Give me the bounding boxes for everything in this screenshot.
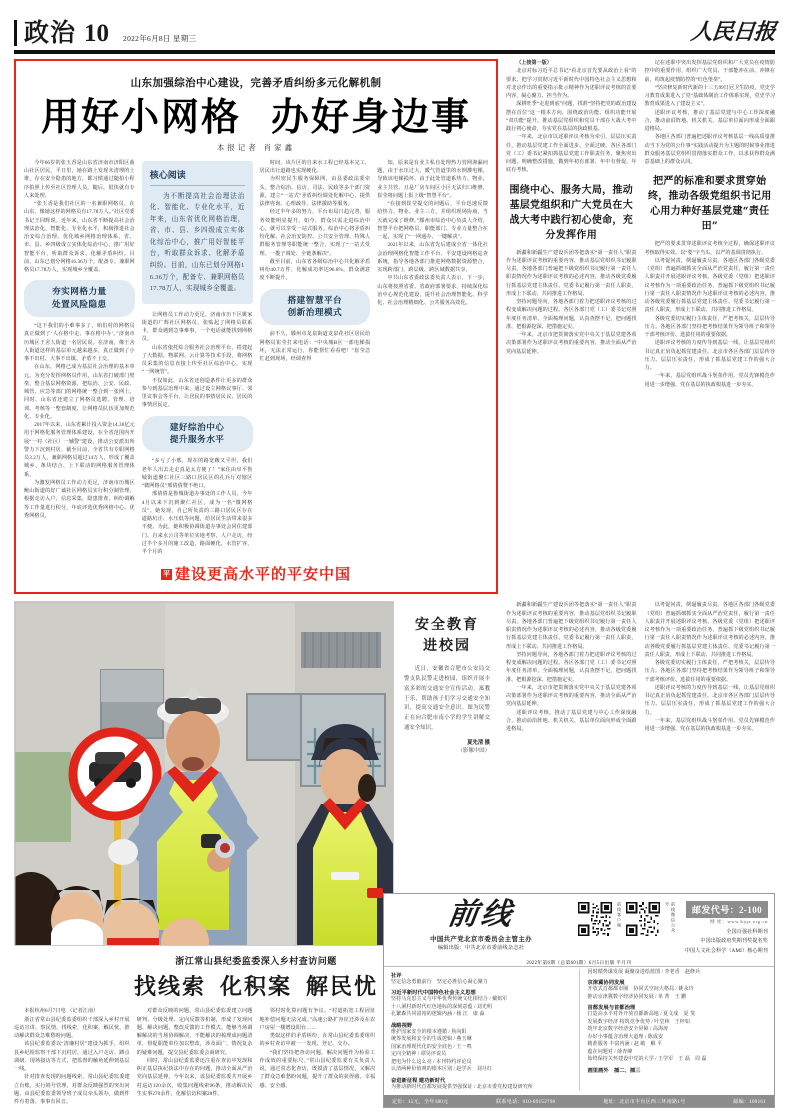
toc-item: 开放式首都都市圈 协同式空间大格局 / 姚永玲 — [587, 987, 694, 992]
caption-title-line-2: 进校园 — [423, 638, 471, 655]
paragraph: 2017年以来，山东省累计投入资金14.36亿元用于网格化服务管理体系建设，在全省范围内开展“一村（社区）一辅警”建设，推动公安派出所警力下沉到村居。截至目前，全省共有专职网格员3.2万人，兼职网格员超过14万人，形成了覆盖城乡、条块结合、上下联动的网格服务管理体系。 — [24, 422, 135, 478]
paragraph: 对群众反映的问题，常山县纪委监委建立问题研判、分级处理、定向反馈等机制，形成了发现问题、解决问题、整改反馈的工作模式。能够当场调解解决的当场协调解决，不能解决的梳理成问题清单，督促职能单位加以整改，涉及面广、情况复杂的疑难问题，提交县纪委监委会商研究。 — [136, 1008, 253, 1056]
ad-award: 中国人文社会科学（AMI）核心期刊 — [684, 948, 768, 954]
bottom-headline-part-2: 化积案 — [219, 974, 292, 1001]
paragraph: 深耕旺季“走进到底”问题，找准“坚持把党的政治建设摆在首位”这一根本方向，围绕政治功能、组织功能开展“双功能”提升，推动基层党组织和党员干部在大战大考中践行初心使命，夯实党在基层的执政根基。 — [506, 101, 637, 132]
right-jump-column-2 — [645, 59, 776, 389]
core-reading-divider — [150, 185, 245, 186]
ad-zipcode: 邮编：100161 — [733, 1099, 766, 1105]
paragraph: 述职评议考核，推动了基层党建与中心工作深度融合，推动前沿阵地、机关机关、基层单位面向形成全面跟进格局。 — [506, 709, 637, 733]
subhead-line-2: 提升服务水平 — [169, 435, 225, 446]
paragraph: 述职评议考核，推动了基层党建与中心工作深度融合，推动前沿阵地、机关机关、基层单位面向形成全面跟进格局。 — [644, 109, 775, 132]
bottom-column-2 — [137, 1007, 253, 1106]
paragraph: 北京对标习近平总书记“看北京首先要从政治上看”的要求，把学习贯彻习近平新时代中国特色社会主义思想和对北京作出的重要指示批示精神作为述职评议考核的首要内容，凝心聚力、担当作为。 — [506, 68, 637, 99]
ad-award: 全国百强社科期刊 — [726, 929, 768, 935]
bottom-column-3 — [260, 1007, 376, 1106]
jump-note: （上接第一版） — [516, 60, 552, 66]
masthead-rule — [14, 50, 775, 53]
paragraph: “我们坚持把查访问题、解决问题作为检验工作成效的重要标尺。”常山县纪委监委有关负责人说，通过常态化查访，既摸清了基层情况，又解决了群众急难愁盼问题，提升了群众的获得感、幸福感、安全感。 — [259, 1049, 376, 1089]
paragraph: “在接到崔莹提交的问题后，平台迅速反馈给热力、物业、业主三方，并组织现场协商，当天就完成了维修。”滕州市综治中心负责人介绍，智慧平台把网格员、职能部门、专业力量整合在一起，实现了“一网通办、一键解决”。 — [377, 201, 488, 241]
photo-illustration — [15, 602, 394, 946]
toc-item: 认清两种价值观的根本区别 / 赵学兵 刘月红 — [391, 1067, 493, 1072]
bottom-headline-part-3: 解民忧 — [306, 974, 379, 1001]
right-subhead-2: 把严的标准和要求贯穿始终，推动各级党组织书记用心用力种好基层党建“责任田” — [647, 176, 772, 233]
toc-item: 把电为什么这么亮 / 本刊特约评论员 — [391, 1059, 472, 1065]
toc-item: 十八洞村新时代红色地标的深刻意蕴 / 刘光明 — [391, 1004, 493, 1010]
paragraph: 前不久，滕州市龙泉街道龙泉花社区居民给网格员崔莹打来电话：“中央城B区一部电梯损坏，无法正常运行，你能帮忙看看吧！”崔莹急忙赶到现场，经调查得 — [259, 331, 371, 363]
ad-phone: 联系电话：010-89152790 — [496, 1099, 556, 1105]
core-reading-text: 为不断提高社会治理法治化、智能化、专业化水平，近年来，山东省优化网格治理，省、市、县、乡四级成立实体化综治中心，推广用好智能平台，听取群众诉求、化解矛盾纠纷。目前，山东已划分网格16.36万个，配备专、兼职网格员17.78万人，实现城乡全覆盖。 — [149, 192, 245, 293]
paper-logo: 人民日报 — [689, 19, 777, 45]
toc-item: 打造高水平对外开放首都新高地 / 夏文成 夏 斐 — [587, 1012, 696, 1017]
toc-item: 推动京津冀数字经济协同发展 / 单 菁 王 鹏 — [587, 994, 687, 1000]
paragraph: 一年来，北京市以述职评议考核为牵引，层层压实责任，推动基层党建工作全面进步、全面过硬。各区各部门党（工）委书记紧扣抓基层党建工作职责任务，聚焦突出问题，明确整改措施，做到年初有部署、年中有督促、年底有考核。 — [506, 134, 637, 174]
paragraph: 记在述职中突出发挥基层党组织和广大党员在疫情防控中的重要作用，组织广大党员、干部能冲在前、冲锋在前，构筑起疫情防控的“红色堡垒”。 — [644, 60, 775, 83]
ad-price: 定价：15元，全年180元 — [392, 1099, 449, 1105]
campaign-logo-icon: 平 — [162, 570, 170, 579]
qr-label-wechat: 前线微信公众号 — [665, 902, 676, 934]
lower-right-column-2 — [645, 601, 776, 733]
qr-code-app-icon[interactable] — [578, 902, 612, 936]
toc-section: 首都发展与首都治理 — [587, 1005, 636, 1011]
paragraph: 一年来，基层党组织战斗堡垒作用、党员先锋模范作用进一步增强，党在基层的执政根基进一步夯实。 — [644, 717, 775, 733]
ad-awards-list — [682, 928, 768, 954]
caption-title-line-1: 安全教育 — [415, 617, 479, 634]
toc-item: 因时循势谋发展 凝聚奋进绘蓝图 / 李老香 赵修兵 — [587, 969, 701, 975]
lead-column-2 — [142, 159, 253, 557]
subhead-pill-2 — [142, 416, 253, 453]
right-jump-article — [498, 59, 775, 594]
toc-section: 奋进新征程 建功新时代 — [391, 1077, 446, 1084]
qr-code-wechat-icon[interactable] — [626, 902, 660, 936]
paragraph: 新疆和新疆生产建设兵团等把落实“第一责任人”职责作为述职评议考核的重要内容，推动基层党组织书记履职尽责。各地各部门普遍把下级党组织书记履行第一责任人职责情况作为述职评议考核的必述内容，推动各级党委履行抓基层党建主体责任、党委书记履行第一责任人职责，形成上下联动、共同推进工作格局。 — [506, 602, 637, 650]
toc-section: 画里画外 插二、插三 — [587, 1067, 641, 1074]
headline-part-1: 用好小网格 — [40, 94, 241, 139]
toc-item: 坚定信念勇毅前行 坚定必胜信心凝心聚力 — [391, 979, 488, 985]
lead-byline: 本报记者 肖家鑫 — [216, 142, 296, 152]
ad-meta — [682, 900, 768, 954]
paragraph: 知，原来是有业主私自处理热力管网渗漏问题，由于水压过大，暖气管道里的水倒灌电梯，导致该电梯损坏。由于此处管道系热力、物业、业主共管，且是厂房车间区小区无法归口维修，崔莹将问题上报上级“智慧平台”。 — [377, 159, 488, 199]
paragraph: 邻村时化算问题有争议。“村道拓宽工程因征地补偿问题无法完成。”高速公路扩容征迁涉及在农户房屋一楼增设阳台…… — [259, 1008, 376, 1031]
paragraph: 在山东，网格已成为基层社会治理的基本单元。为充分发挥网格员作用，山东省打破部门壁垒，整合基层网格资源，把综治、公安、民政、城管、应急等部门的网格统一整合到一张网上。同时，山东省还建立了网格员选聘、管理、培训、考核等一整套制度，让网格员队伍更加规范化、专业化。 — [24, 364, 135, 420]
lead-article-redbox — [14, 59, 498, 594]
paragraph: 山东省依托综合服务社会治理平台，搭建起了大数据、物联网、云计算等技术手段，将网格员采集的信息直接上传至社区综治中心，实现“一网统管”。 — [141, 344, 253, 376]
ad-table-of-contents — [384, 967, 774, 1096]
paragraph: 经过半年多的努力，平台布局日趋完善，服务效能明显提升。如今，群众只需走进综治中心，就可以享受一站式服务。综治中心将矛盾纠纷化解、社会治安防控、公共安全管理、特殊人群服务管理等职能统一整合，实现了“一站式受理、一揽子调处、全链条解决”。 — [259, 209, 371, 257]
paragraph: 各级党委切实履行主体责任，严把考核关，层层传导压力。各地区各部门坚持把考核结果作为领导班子和领导干部考核评价、选拔任用的重要依据。 — [644, 660, 775, 683]
right-subhead-1: 围绕中心、服务大局，推动基层党组织和广大党员在大战大考中践行初心使命，充分发挥作用 — [509, 184, 634, 241]
paragraph: “坚决修复新时代新的十三五99日冠卫生防疫，党史学习教育成果进入了党“基础体制治工作体系实现，党史学习教育成果进入了建设主义”。 — [644, 84, 775, 108]
toc-section: 社评 — [391, 972, 402, 979]
page-masthead — [14, 0, 775, 46]
paragraph: “这下我们的小难事多了，咱们村的网格员真正做到了‘人在格中走、事在格中办’。”济南市历城区王舍人街道一名居民说。在济南，像王舍人街道这样的基层单元越来越多，真正做到了小事不出村、大事不出镇、矛盾不上交。 — [24, 323, 135, 363]
bottom-dateline: 本报杭州6月7日电 （记者江南） — [24, 1008, 99, 1015]
right-jump-columns — [506, 59, 775, 389]
paragraph: 中共山东省委政法委负责人表示，下一步，山东将按照省委、省政府部署要求，持续深化综治中心规范化建设，提升社会治理智能化、科学化、社会治理精细化、公共服务高效化。 — [377, 275, 488, 307]
lower-right-columns — [506, 601, 775, 733]
subhead-line-1: 夯实网格力量 — [52, 287, 107, 298]
paragraph: 述职评议考核的力度传导到基层一线，让基层党组织书记真正肩负起抓党建责任。北京市各区各部门层层传导压力、层层压实责任，形成了抓基层党建工作的强大合力。 — [644, 684, 775, 716]
toc-section: 习近平新时代中国特色社会主义思想 — [391, 990, 476, 996]
ad-toc-column-left — [391, 969, 571, 1092]
ad-issue-info: 2022年第6期（总第601期）6月5日出版 半月刊 — [526, 960, 632, 966]
paragraph: 为织密民生服务保障网，由县委政法委牵头，整合综治、信访、司法、民政等多个部门资源，建立“一站式”矛盾纠纷调处化解中心，提供法律咨询、心理疏导、法律援助等服务。 — [259, 176, 371, 208]
bottom-headline-part-1: 找线索 — [133, 974, 206, 1001]
campaign-banner-text: 建设更高水平的平安中国 — [174, 565, 351, 584]
subhead-pill-3 — [260, 289, 371, 326]
ad-postal-code-badge: 邮发代号：2-100 — [686, 901, 768, 918]
section-title: 政治 — [24, 18, 77, 47]
lead-article-block — [14, 59, 498, 594]
subhead-line-2: 处置风险隐患 — [52, 299, 107, 310]
headline-part-2: 办好身边事 — [271, 94, 472, 139]
paragraph: 时间，该片区的自来水工程已经基本完工，居民出行道路也实现硬化。 — [259, 159, 371, 175]
subhead-line-1: 搭建智慧平台 — [287, 295, 343, 306]
masthead-left — [14, 20, 196, 46]
toc-item: 国家治理现代化的安全底色 / 王一鸣 — [391, 1044, 472, 1050]
publication-date: 2022年6月8日 星期三 — [123, 34, 197, 43]
paragraph: 各地区各部门普遍把述职评议考核基层一线高质量推动当下为党的公仆事“实践活动提升为主题的时候事业推进群众服务基层党组织贯彻落实群众工作，以求获得群众满意基础上的群众认同。 — [644, 134, 775, 165]
paragraph: 浙江省常山县纪委监委组织干部深入乡村开展巡访宣讲、察民情，找线索，化积案，解民忧，推动解决群众急难愁盼问题。 — [14, 1016, 130, 1040]
toc-item: 蕴在问题对 / 薛青峰 — [587, 1049, 633, 1055]
paragraph: 以考促问责，倒逼履责尽责。各地区各部门各级党委（党组）普遍抓细抓实全面从严治党责任，履行第一责任人职责并开展述职评议考核。各级党委（党组）把述职评议考核作为一项重要政治任务，普遍抓下级党组织书记履行第一责任人职责情况作为述职评议考核的必述内容，推动各级党委履行抓基层党建主体责任、党委书记履行第一责任人职责，形成上下联动、共同推进工作格局。 — [644, 257, 775, 314]
paragraph: 述职评议考核的力度传导到基层一线，让基层党组织书记真正肩负起抓党建责任。北京市各区各部门层层传导压力、层层压实责任，形成了抓基层党建工作的强大合力。 — [644, 340, 775, 371]
paragraph: 2021年以来，山东省先后建成全省一体化社会治理网格化智能工作平台、平安建设网格巡查系统，指导各地各部门推进网格数据资源整合，实现跨部门、跨层级、跨区域数据共享。 — [377, 242, 488, 274]
page-number: 10 — [84, 20, 110, 47]
ad-address: 地址：北京市丰台区西三环南路1号 — [603, 1099, 686, 1105]
paragraph: 该县纪委监委以“清廉村居”建设为抓手，组织县乡纪检监察干部下沉村居，通过入户走访、蹲点调研、现场接访等方式，把监督的触角延伸到基层一线。 — [14, 1041, 130, 1073]
toc-item: 维护国家安全的根本遵循 / 焦向阳 — [391, 1029, 467, 1035]
right-jump-column-1 — [506, 59, 637, 389]
paragraph: 同时，常山县纪委监委还注重在查访中发现和纠正基层执纪执法中存在的问题，推动全面从严治党向基层延伸。今年以来，该县纪委监委共开展乡村巡访120余次，收集问题线索96条，推动解决民生实事270余件，化解信访积案28件。 — [136, 1057, 253, 1097]
lead-shoulder-headline: 山东加强综治中心建设，完善矛盾纠纷多元化解机制 — [130, 77, 382, 89]
core-reading-title: 核心阅读 — [149, 170, 186, 181]
toc-item: 孔繁森共同富裕的逻辑内涵 / 杨 江 康 淼 — [391, 1012, 485, 1017]
paragraph: “多亏了小邢，现在的路宽敞又平坦，我们老年人出去走走真是太方便了！”家住由阜平鲁城街道聚仁社区三路口居民区的孔兵厅对辖区“微网格员”邢倩倩赞不绝口。 — [141, 458, 253, 490]
photo-block — [14, 601, 394, 946]
ad-header — [384, 894, 774, 957]
upper-body — [14, 59, 775, 594]
paragraph: “张玉香是我们社区的一名兼职网格员，在山东，像她这样的网格员有17.78万人。”社区党委书记王同辉说。近年来，山东省不断提高社会治理法治化、智能化、专业化水平，积极推进社会治安综合治理、优化城乡网格治理体系，省、市、县、乡四级成立实体化综治中心，推广用好智能平台，听取群众诉求、化解矛盾纠纷。目前，山东已划分网格16.36万个，配备专、兼职网格员17.78万人，实现城乡全覆盖。 — [24, 201, 135, 274]
toc-item: 发展数字经济 构筑竞争优势 / 叶堂林 王梓如 — [587, 1019, 690, 1025]
ad-toc-divider — [579, 969, 580, 1092]
toc-item: 坚持马克思主义与中华优秀传统文化相结合 / 戴焰军 — [391, 997, 508, 1002]
paragraph: 以考促问责，倒逼履责尽责。各地区各部门各级党委（党组）普遍抓细抓实全面从严治党责任，履行第一责任人职责并开展述职评议考核。各级党委（党组）把述职评议考核作为一项重要政治任务，普遍抓下级党组织书记履行第一责任人职责情况作为述职评议考核的必述内容，推动各级党委履行抓基层党建主体责任、党委书记履行第一责任人职责，形成上下联动、共同推进工作格局。 — [644, 602, 775, 658]
paragraph: 把严的要求贯穿述职评议考核全过程，确保述职评议考核取得实效。以“要”字当头，以严的基调贯彻执行。 — [644, 241, 775, 256]
lead-column-1 — [24, 159, 135, 557]
toc-section: 京津冀协同发展 — [587, 980, 625, 986]
core-reading-box — [142, 161, 253, 304]
paragraph: 不仅如此，山东省还创造条件让更多的群众参与到基层治理中来，通过设立网格议事厅、邻里议事会等平台，让居民的事情居民议、居民的事情居民定。 — [141, 377, 253, 409]
paragraph: 坚持问题导向，各地各部门着力把述职评议考核的过程变成解决问题的过程。各区各部门党（工）委书记对照年度任务清单，全面梳理问题，认真查摆不足，把问题找准、把根源挖深、把措施定实。 — [506, 651, 637, 683]
ad-org-line-1: 中国共产党北京市委员会主管主办 — [430, 936, 532, 943]
bottom-column-1 — [14, 1007, 130, 1106]
lead-column-4 — [377, 159, 488, 557]
subhead-pill-1 — [24, 280, 135, 317]
paragraph: 针对排查发现的问题线索，常山县纪委监委建立台账，实行销号管理，对群众反映强烈的突出问题，由县纪委监委领导班子成员牵头领办，做到件件有着落、事事有回音。 — [14, 1074, 130, 1106]
paragraph: 一年来，基层党组织战斗堡垒作用、党员先锋模范作用进一步增强，党在基层的执政根基进一步夯实。 — [644, 373, 775, 388]
ad-footer — [384, 1095, 774, 1107]
toc-item: 筑牢北京数字经济安全屏障 / 高海涛 — [587, 1027, 669, 1032]
toc-item: 精准服务 丰富内涵 / 赵 敏 解 平 — [587, 1042, 663, 1047]
lead-column-3 — [260, 159, 371, 557]
paragraph: 新疆和新疆生产建设兵团等把落实“第一责任人”职责作为述职评议考核的重要内容，推动基层党组织书记履职尽责。各地各部门普遍把下级党组织书记履行第一责任人职责情况作为述职评议考核的必述内容，推动各级党委履行抓基层党建主体责任、党委书记履行第一责任人职责，形成上下联动、共同推进工作格局。 — [506, 249, 637, 297]
ad-website[interactable]: 网 址：www.bjqx.org.cn — [710, 919, 768, 924]
toc-section: 战略视野 — [391, 1022, 413, 1029]
toc-item: 办好小事蕴含治理大道理 / 陈成安 — [587, 1034, 664, 1040]
lead-main-headline — [24, 96, 488, 138]
photo-credit: 夏先清 摄 — [467, 739, 490, 746]
photo-credit-source: （影像中国） — [457, 747, 490, 754]
qr-label-app: 前线客户端 — [617, 902, 622, 928]
ad-award: 中国出版政府奖期刊奖提名奖 — [700, 939, 768, 944]
ad-toc-column-right — [588, 969, 768, 1092]
paragraph: 一年来，北京市把贯彻落实党中央关于基层党建各项决策部署作为述职评议考核的重要内容，推动全面从严治党向基层延伸。 — [506, 684, 637, 708]
paragraph: 类似这样的矛盾纠纷，在常山县纪委监委组织的乡村查访中被一一发现、登记、交办。 — [259, 1033, 376, 1048]
toc-item: 为推动新时代首都发展提供坚强保证 / 北京市委党校建设研究所 — [391, 1084, 533, 1090]
paragraph: 坚持问题导向，各地各部门着力把述职评议考核的过程变成解决问题的过程。各区各部门党（工）委书记对照年度任务清单，全面梳理问题，认真查摆不足，把问题找准、把根源挖深、把措施定实。 — [506, 299, 637, 330]
red-campaign-banner — [24, 563, 488, 584]
ad-qr-codes[interactable] — [578, 900, 676, 954]
paragraph: 截至目前，山东省各级综治中心共化解矛盾纠纷40.7万件，化解成功率达96.8%，群众满意度不断提升。 — [259, 258, 371, 282]
paragraph: 今年66岁的张玉香是山东省济南市济阳区曲山社区居民，平日里，她在路上发现未清理的土堆，存在安全隐患的地方，都习惯通过随拍小程序拍照上传至社区管理人员。随后，很快就有专人来处理。 — [24, 159, 135, 199]
bottom-shoulder-headline: 浙江常山县纪委监委深入乡村查访问题 — [175, 957, 337, 968]
subhead-line-1: 建好综治中心 — [169, 422, 225, 433]
photo-caption-title — [404, 615, 490, 657]
paragraph: 各级党委切实履行主体责任，严把考核关，层层传导压力。各地区各部门坚持把考核结果作为领导班子和领导干部考核评价、选拔任用的重要依据。 — [644, 315, 775, 338]
news-photo — [14, 601, 394, 946]
toc-item: 统筹发展和安全的生成逻辑 / 燕玉琳 — [391, 1037, 472, 1042]
lower-right-column-1 — [506, 601, 637, 733]
paragraph: 邢倩倩是鲁城街道办事处的工作人员，今年4月以来下沉到聚仁社区，成为一名“微网格员”。她发现，自己所负责的三路口居民区存在道路坑洼、水压低等问题，给居民生活带来很多不便。为此，她积极协调街道办事处会同住建部门、自来水公司等单位实地考察，人户走访，经过半个多月的施工改造，路面硬化、水管扩容，半个月的 — [141, 491, 253, 556]
paragraph: 让网格员工作动力更足。济南市历下区姚家街道的广辉社区网格员，张贴起了网格员联系卡，群众遇到急事难事，一个电话就能找到网格员。 — [141, 311, 253, 343]
ad-logo-text: 前线 — [445, 897, 517, 932]
toc-item: 定向全精神 / 谭昊评说员 — [391, 1052, 447, 1057]
lead-article-columns — [24, 159, 488, 557]
subhead-line-2: 创新治理模式 — [287, 308, 343, 318]
paragraph: 一年来，北京市把贯彻落实党中央关于基层党建各项决策部署作为述职评议考核的重要内容，推动全面从严治党向基层延伸。 — [506, 332, 637, 355]
ad-org-line-2: 编辑出版：中共北京市委前线杂志社 — [437, 945, 525, 951]
toc-item: 始终保持关怀建设中党的大学 / 王学军 王 磊 周 磊 — [587, 1057, 707, 1062]
magazine-advertisement[interactable] — [383, 893, 775, 1108]
ad-brand — [390, 897, 572, 954]
paragraph: 为激发网格员工作动力更足，济南市历城区鲍山街道的好广诚社区网格员实行积分制管理，根据走访入户、信息采集、隐患排查、纠纷调解等工作量进行积分，年底评选优秀网格中心、优秀网格员。 — [24, 479, 135, 519]
photo-caption-text: 近日，安徽省合肥市公安局交警支队民警走进校园，组织开展丰富多彩的交通安全宣传活动，寓教于乐，帮助孩子们学习交通安全知识，提高交通安全意识。图为民警正在向合肥市南小学的学生讲解交通安全知识。 — [404, 666, 490, 731]
